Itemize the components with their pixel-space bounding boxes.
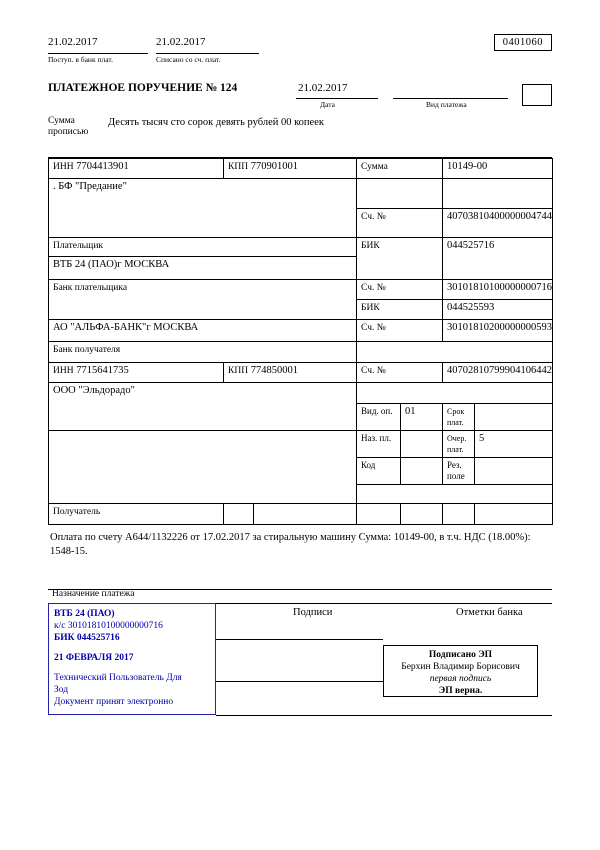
payee-name-cell <box>49 383 357 431</box>
srok-plat-value-cell <box>475 404 553 431</box>
payee-account-value-cell <box>443 363 553 383</box>
payment-date-caption: Дата <box>320 100 335 109</box>
srok-plat-label-cell <box>443 404 475 431</box>
date-written-off-caption: Списано со сч. плат. <box>156 55 221 64</box>
payer-kpp-value: 770901001 <box>250 161 298 172</box>
date-received: 21.02.2017 <box>48 36 98 48</box>
payee-bank-section-label-cell <box>49 342 357 363</box>
payer-bank-account-value: 30101810100000000716 <box>447 282 552 293</box>
sum-in-words-block <box>48 116 552 158</box>
payment-kind-rule <box>393 98 508 99</box>
ocher-plat-label-2: плат. <box>447 445 464 454</box>
footer-cell-4 <box>401 504 443 525</box>
payee-bank-account-value-cell <box>443 320 553 342</box>
table-row <box>49 431 553 458</box>
payee-section-label-cell <box>49 504 224 525</box>
payer-name: . БФ "Предание" <box>53 181 127 192</box>
payer-bank-section-label-cell <box>49 280 357 320</box>
payee-kpp-label: КПП <box>228 366 249 376</box>
payer-section-label-cell <box>49 238 357 257</box>
payer-inn-cell <box>49 159 224 179</box>
footer-cell-5 <box>443 504 475 525</box>
sum-in-words-label-line2: прописью <box>48 127 89 137</box>
kod-label-cell <box>357 458 401 485</box>
title-row <box>48 82 552 112</box>
sum-in-words-label-line1: Сумма <box>48 116 75 126</box>
document-header <box>48 36 552 70</box>
payer-bank-bik-value: 044525716 <box>447 240 495 251</box>
signature-rule-2 <box>216 681 383 682</box>
ep-line-4: ЭП верна. <box>438 686 483 696</box>
payer-kpp-cell <box>224 159 357 179</box>
main-table <box>48 158 553 525</box>
table-row <box>49 280 553 300</box>
spacer-cell <box>357 342 553 363</box>
stamp-line-2: к/с 30101810100000000716 <box>54 621 163 631</box>
payee-bank-account-label: Сч. № <box>361 323 386 333</box>
res-pole-label-cell <box>443 458 475 485</box>
res-pole-label: Рез. поле <box>447 460 465 481</box>
vid-op-label-cell <box>357 404 401 431</box>
payer-bank-bik-label-cell <box>357 238 443 280</box>
footer-cell-3 <box>357 504 401 525</box>
payer-name-cell <box>49 179 357 238</box>
payee-section-label: Получатель <box>53 507 101 517</box>
ep-line-2: Берхин Владимир Борисович <box>401 662 520 672</box>
stamp-line-6: Зод <box>54 685 69 695</box>
stamp-line-4: 21 ФЕВРАЛЯ 2017 <box>54 653 134 663</box>
payee-bank-bik-label: БИК <box>361 303 380 313</box>
payer-account-value-cell <box>443 208 553 238</box>
stamp-line-3: БИК 044525716 <box>54 633 120 643</box>
payee-bank-bik-label-cell <box>357 300 443 320</box>
vid-op-value-cell <box>401 404 443 431</box>
bank-electronic-stamp <box>48 603 216 715</box>
naz-pl-label-cell <box>357 431 401 458</box>
payer-inn-value: 7704413901 <box>76 161 129 172</box>
payee-name: ООО "Эльдорадо" <box>53 385 135 396</box>
payer-bank-name-cell <box>49 257 357 280</box>
payee-inn-cell <box>49 363 224 383</box>
sum-in-words-label <box>48 116 103 138</box>
table-row <box>49 383 553 404</box>
bank-marks-label: Отметки банка <box>456 607 523 618</box>
stamp-line-1: ВТБ 24 (ПАО) <box>54 609 115 619</box>
payer-inn-label: ИНН <box>53 162 74 172</box>
ocher-plat-value: 5 <box>479 433 485 444</box>
payee-bank-account-label-cell <box>357 320 443 342</box>
table-row <box>49 179 553 209</box>
naz-pl-value-cell <box>401 431 443 458</box>
electronic-signature-box <box>383 645 538 697</box>
payee-account-label-cell <box>357 363 443 383</box>
payer-account-label-cell <box>357 208 443 238</box>
vid-op-value: 01 <box>405 406 416 417</box>
ocher-plat-label-cell <box>443 431 475 458</box>
codes-empty-cell <box>357 485 553 504</box>
ep-line-1: Подписано ЭП <box>428 650 493 660</box>
footer-cell-6 <box>475 504 553 525</box>
payment-kind-caption: Вид платежа <box>426 100 467 109</box>
table-row <box>49 363 553 383</box>
payee-bank-name-cell <box>49 320 357 342</box>
payee-account-label: Сч. № <box>361 366 386 376</box>
signature-top-rule <box>216 603 552 604</box>
signature-rule-3 <box>216 715 552 716</box>
form-code-box: 0401060 <box>494 34 552 51</box>
signature-rule-1 <box>216 639 383 640</box>
payee-bank-section-label: Банк получателя <box>53 345 121 355</box>
naz-pl-label: Наз. пл. <box>361 433 392 443</box>
table-row <box>49 320 553 342</box>
payee-bank-bik-value: 044525593 <box>447 302 495 313</box>
sum-in-words-rule <box>48 157 552 158</box>
payer-kpp-label: КПП <box>228 162 249 172</box>
payee-bank-bik-value-cell <box>443 300 553 320</box>
payer-account-spacer <box>357 179 443 209</box>
payer-account-value: 40703810400000004744 <box>447 210 552 222</box>
purpose-text: Оплата по счету А644/1132226 от 17.02.2017 за стиральную машину Сумма: 10149-00, в т.ч. НДС (18.00%): 1548-15. <box>50 532 531 557</box>
ep-line-3: первая подпись <box>429 674 492 684</box>
payment-kind-box <box>522 84 552 106</box>
payee-inn-value: 7715641735 <box>76 365 129 376</box>
document-body <box>48 36 552 769</box>
payer-bank-section-label: Банк плательщика <box>53 283 128 293</box>
codes-spacer <box>357 383 553 404</box>
sum-value-cell <box>443 159 553 179</box>
footer-cell-2 <box>254 504 357 525</box>
page-title: ПЛАТЕЖНОЕ ПОРУЧЕНИЕ № 124 <box>48 82 238 94</box>
stamp-line-7: Документ принят электронно <box>54 697 174 707</box>
srok-plat-label-1: Срок <box>447 407 465 416</box>
payer-bank-name: ВТБ 24 (ПАО)г МОСКВА <box>53 259 170 270</box>
payer-account-label: Сч. № <box>361 211 386 222</box>
res-pole-value-cell <box>475 458 553 485</box>
purpose-text-block <box>48 525 552 587</box>
bottom-block <box>48 589 552 769</box>
date-received-caption: Поступ. в банк плат. <box>48 55 113 64</box>
sum-in-words-value: Десять тысяч сто сорок девять рублей 00 копеек <box>108 117 324 128</box>
payee-bank-account-value: 30101810200000000593 <box>447 322 552 333</box>
table-row <box>49 238 553 257</box>
sum-label: Сумма <box>361 162 388 172</box>
srok-plat-label-2: плат. <box>447 418 464 427</box>
signatures-label: Подписи <box>293 607 333 618</box>
kod-label: Код <box>361 460 376 470</box>
payer-bank-bik-label: БИК <box>361 241 380 251</box>
payer-bank-bik-value-cell <box>443 238 553 280</box>
payer-account-spacer2 <box>443 179 553 209</box>
table-row <box>49 159 553 179</box>
payee-kpp-value: 774850001 <box>250 365 298 376</box>
payee-name-filler <box>49 431 357 504</box>
ocher-plat-label-1: Очер. <box>447 434 467 443</box>
footer-cell-1 <box>224 504 254 525</box>
table-row <box>49 504 553 525</box>
kod-value-cell <box>401 458 443 485</box>
date-written-off-rule <box>156 53 259 54</box>
payee-inn-label: ИНН <box>53 366 74 376</box>
payee-account-value: 40702810799904106442 <box>447 365 552 376</box>
payee-kpp-cell <box>224 363 357 383</box>
ocher-plat-value-cell <box>475 431 553 458</box>
payee-bank-name: АО "АЛЬФА-БАНК"г МОСКВА <box>53 322 199 333</box>
payment-date-rule <box>296 98 378 99</box>
payer-section-label: Плательщик <box>53 241 104 251</box>
payment-date: 21.02.2017 <box>298 82 348 94</box>
table-row <box>49 342 553 363</box>
date-received-rule <box>48 53 148 54</box>
sum-label-cell <box>357 159 443 179</box>
sum-value: 10149-00 <box>447 161 488 172</box>
payer-bank-account-label-cell <box>357 280 443 300</box>
purpose-caption: Назначение платежа <box>52 589 135 599</box>
payer-bank-account-value-cell <box>443 280 553 300</box>
vid-op-label: Вид. оп. <box>361 406 393 416</box>
stamp-line-5: Технический Пользователь Для <box>54 673 182 683</box>
date-written-off: 21.02.2017 <box>156 36 206 48</box>
payer-bank-account-label: Сч. № <box>361 283 386 293</box>
